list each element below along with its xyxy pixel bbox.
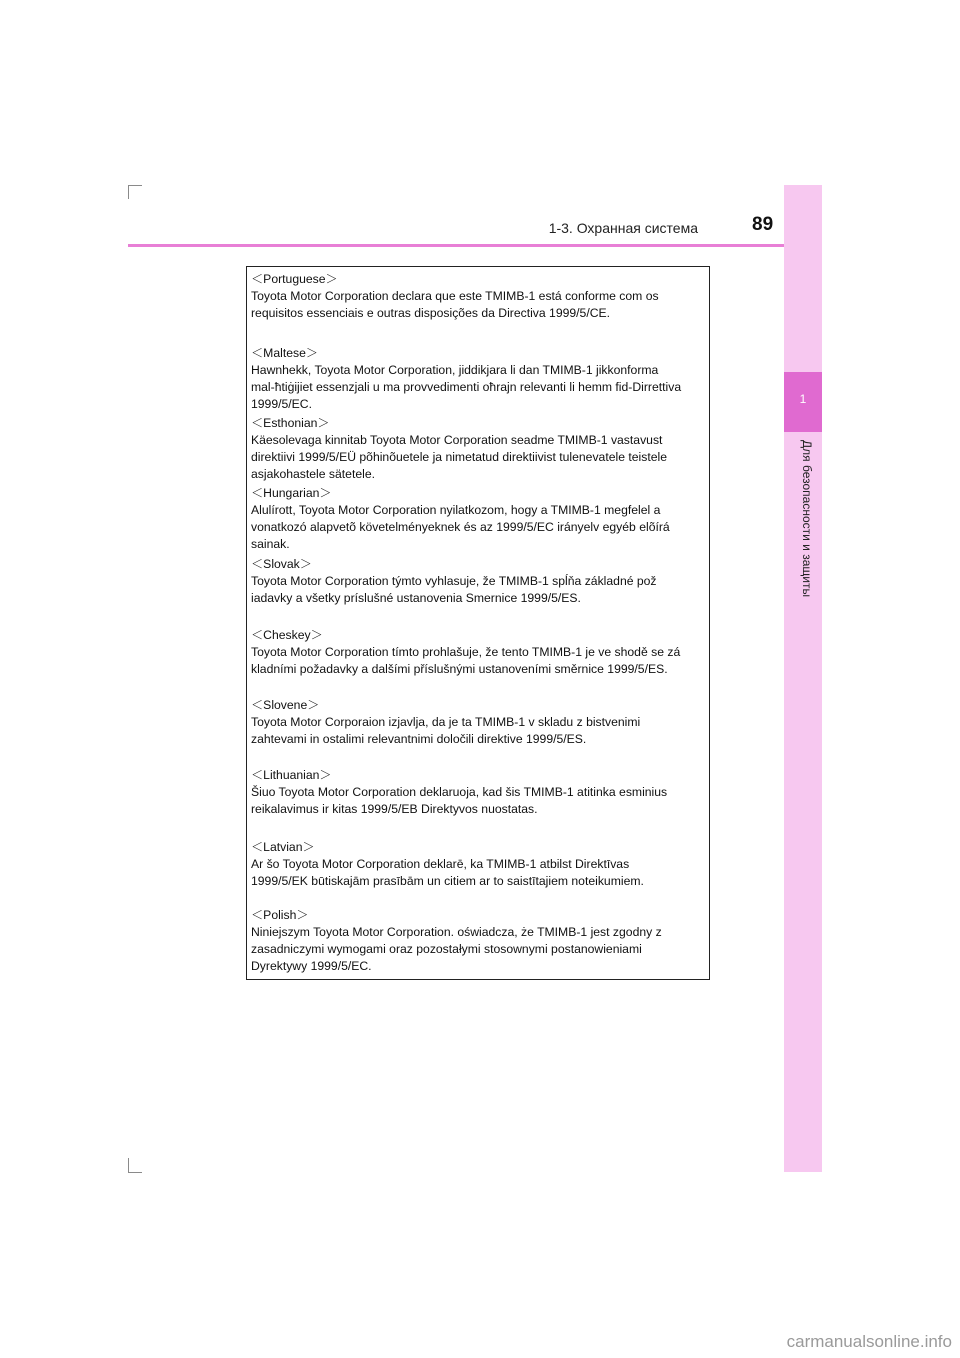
declaration-maltese: [251, 345, 711, 413]
language-heading: ＜Latvian＞: [251, 840, 315, 854]
language-heading: ＜Slovak＞: [251, 557, 312, 571]
declaration-hungarian: [251, 485, 711, 553]
language-heading: ＜Esthonian＞: [251, 416, 330, 430]
declaration-slovene: [251, 697, 711, 748]
declaration-polish: [251, 907, 711, 975]
page-number: 89: [752, 214, 774, 235]
declaration-text: Toyota Motor Corporation tímto prohlašuje, že tento TMIMB-1 je ve shodě se zá kladními požadavky a dalšími příslušnými ustanoveními směrnice 1999/5/ES.: [251, 645, 681, 676]
declaration-box: [246, 266, 710, 980]
declaration-latvian: [251, 839, 711, 890]
section-title: 1-3. Охранная система: [548, 220, 698, 236]
header-divider: [128, 244, 822, 247]
chapter-number: 1: [799, 392, 807, 406]
crop-mark-bottom-h: [128, 1172, 142, 1173]
declaration-esthonian: [251, 415, 711, 483]
declaration-text: Toyota Motor Corporaion izjavlja, da je ta TMIMB-1 v skladu z bistvenimi zahtevami in ostalimi relevantnimi določili direktive 1999/5/ES.: [251, 715, 641, 746]
chapter-side-tab: [784, 185, 822, 1172]
declaration-cheskey: [251, 627, 711, 678]
language-heading: ＜Portuguese＞: [251, 272, 338, 286]
language-heading: ＜Polish＞: [251, 908, 309, 922]
language-heading: ＜Slovene＞: [251, 698, 320, 712]
chapter-label: Для безопасности и защиты: [800, 440, 814, 598]
crop-mark-top-v: [128, 185, 129, 199]
declaration-lithuanian: [251, 767, 711, 818]
declaration-text: Niniejszym Toyota Motor Corporation. oświadcza, że TMIMB-1 jest zgodny z zasadniczymi wymogami oraz pozostałymi stosownymi postanowieniami Dyrektywy 1999/5/EC.: [251, 925, 662, 973]
declaration-text: Toyota Motor Corporation declara que este TMIMB-1 está conforme com os requisitos essenciais e outras disposições da Directiva 1999/5/CE.: [251, 289, 659, 320]
declaration-text: Ar šo Toyota Motor Corporation deklarē, ka TMIMB-1 atbilst Direktīvas 1999/5/EK būtiskajām prasībām un citiem ar to saistītajiem noteikumiem.: [251, 857, 644, 888]
crop-mark-top-h: [128, 185, 142, 186]
crop-mark-bottom-v: [128, 1158, 129, 1172]
language-heading: ＜Maltese＞: [251, 346, 319, 360]
declaration-text: Toyota Motor Corporation týmto vyhlasuje, že TMIMB-1 spĺňa základné pož iadavky a všetky príslušné ustanovenia Smernice 1999/5/ES.: [251, 574, 657, 605]
language-heading: ＜Cheskey＞: [251, 628, 323, 642]
declaration-text: Hawnhekk, Toyota Motor Corporation, jiddikjara li dan TMIMB-1 jikkonforma mal-ħtiġijiet essenzjali u ma provvedimenti oħrajn relevanti li hemm fid-Dirrettiva 1999/5/EC.: [251, 363, 682, 411]
watermark-text: carmanualsonline.info: [786, 1332, 952, 1351]
declaration-portuguese: [251, 271, 711, 322]
language-heading: ＜Lithuanian＞: [251, 768, 332, 782]
declaration-text: Alulírott, Toyota Motor Corporation nyilatkozom, hogy a TMIMB-1 megfelel a vonatkozó alapvetõ követelményeknek és az 1999/5/EC irányelv egyéb elõírá sainak.: [251, 503, 670, 551]
declaration-slovak: [251, 556, 711, 607]
language-heading: ＜Hungarian＞: [251, 486, 332, 500]
declaration-text: Šiuo Toyota Motor Corporation deklaruoja, kad šis TMIMB-1 atitinka esminius reikalavimus ir kitas 1999/5/EB Direktyvos nuostatas.: [251, 785, 668, 816]
declaration-text: Käesolevaga kinnitab Toyota Motor Corporation seadme TMIMB-1 vastavust direktiivi 1999/5/EÜ põhinõuetele ja nimetatud direktiivist tulenevatele teistele asjakohastele sätetele.: [251, 433, 667, 481]
